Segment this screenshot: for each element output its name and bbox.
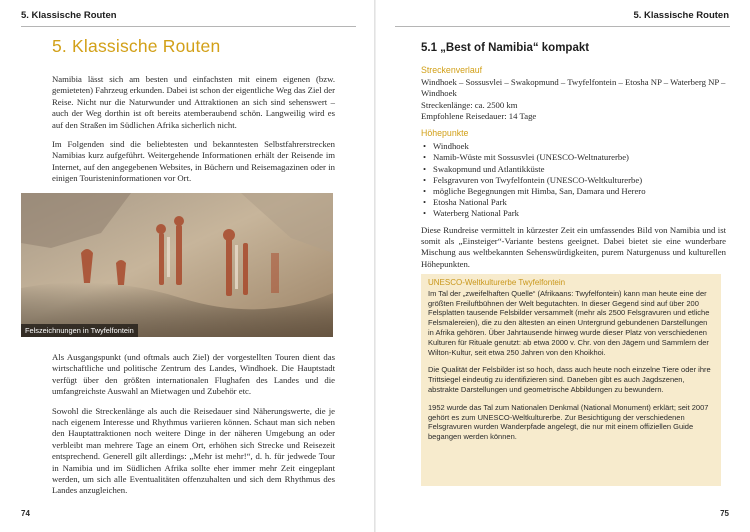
route-section xyxy=(421,65,726,122)
body-paragraph: Sowohl die Streckenlänge als auch die Reisedauer sind Näherungswerte, die je nach eigenem Interesse und Rhythmus variieren können. Schaut man sich neben den Hauptattraktionen noch weitere Dinge in der näheren Umgebung an oder verbleibt man mehrere Tage an einem Ort, erhöhen sich Strecke und Reisezeit entsprechend. Generell gilt allerdings: „Mehr ist mehr!“, d. h. für jedwede Tour in Namibia und im Südlichen Afrika sollte eher immer mehr Zeit eingeplant werden, um sich alle Eventualitäten offenzuhalten und sich dem Rhythmus des Landes anzugleichen. xyxy=(52,405,335,496)
rock-art-illustration xyxy=(21,193,333,337)
page-number-left: 74 xyxy=(21,509,30,518)
running-head-left: 5. Klassische Routen xyxy=(21,10,117,21)
running-head-right: 5. Klassische Routen xyxy=(633,10,729,21)
highlights-section xyxy=(421,128,726,220)
list-item: • Felsgravuren von Twyfelfontein (UNESCO-Weltkulturerbe) xyxy=(433,175,726,186)
infobox-title: UNESCO-Weltkulturerbe Twyfelfontein xyxy=(428,278,566,287)
highlights-heading: Höhepunkte xyxy=(421,128,469,138)
header-rule-right xyxy=(395,26,730,27)
highlights-list xyxy=(421,141,726,219)
list-item: • Waterberg National Park xyxy=(433,208,726,219)
intro-paragraph: Namibia lässt sich am besten und einfachsten mit einem eigenen (bzw. gemieteten) Fahrzeug erkunden. Dabei ist schon der eigentliche Weg das Ziel der Reise. Nicht nur die Naturwunder und Attraktionen an sich sind sehenswert – auch der Weg dorthin ist oft bereits atemberaubend schön. Langweilig wird es auf den Straßen im Südlichen Afrika sicherlich nicht. xyxy=(52,74,335,130)
route-duration: Empfohlene Reisedauer: 14 Tage xyxy=(421,110,537,121)
list-item: • Namib-Wüste mit Sossusvlei (UNESCO-Weltnaturerbe) xyxy=(433,152,726,163)
summary-paragraph: Diese Rundreise vermittelt in kürzester Zeit ein umfassendes Bild von Namibia und ist somit als „Einsteiger“-Variante bestens geeignet. Dabei bietet sie eine wunderbare Mischung aus weltbekannten Sehenswürdigkeiten, purem Naturgenuss und kulturellen Höhepunkten. xyxy=(421,225,726,269)
body-paragraph: Als Ausgangspunkt (und oftmals auch Ziel) der vorgestellten Touren dient das wirtschaftliche und politische Zentrum des Landes, Windhoek. Die Hauptstadt verfügt über den größten internationalen Flughafen des Landes und die umfangreichste Auswahl an Mietwagen und Zubehör etc. xyxy=(52,352,335,397)
intro-text xyxy=(52,74,335,193)
infobox-paragraph: 1952 wurde das Tal zum Nationalen Denkmal (National Monument) erklärt; seit 2007 gehört es zum UNESCO-Weltkulturerbe. Zur Besichtigung der verschiedenen Felsgravuren wurden Wanderpfade angelegt, die nur mit einem offiziellen Guide begangen werden können. xyxy=(428,402,709,442)
right-page xyxy=(375,0,750,532)
header-rule-left xyxy=(21,26,356,27)
list-item: • Etosha National Park xyxy=(433,197,726,208)
list-item: • Swakopmund und Atlantikküste xyxy=(433,164,726,175)
section-title: 5.1 „Best of Namibia“ kompakt xyxy=(421,42,590,54)
page-number-right: 75 xyxy=(720,509,729,518)
unesco-infobox xyxy=(421,274,721,486)
lower-text xyxy=(52,352,335,505)
chapter-title: 5. Klassische Routen xyxy=(52,36,221,56)
list-item: • Windhoek xyxy=(433,141,726,152)
photo-caption: Felszeichnungen in Twyfelfontein xyxy=(21,324,138,337)
infobox-paragraph: Die Qualität der Felsbilder ist so hoch, dass auch heute noch einzelne Tiere oder ihre Trittsiegel eindeutig zu identifizieren sind. Daneben gibt es auch Jagdszenen, abstrakte Darstellungen und geometrische Abbildungen zu bewundern. xyxy=(428,365,711,394)
intro-paragraph: Im Folgenden sind die beliebtesten und bekanntesten Selbstfahrerstrecken Namibias kurz aufgeführt. Weitergehende Informationen erhält der Reisende im Internet, auf den angegebenen Websites, in Büchern und Reisemagazinen oder in einigen Touristeninformationen vor Ort. xyxy=(52,139,335,184)
route-heading: Streckenverlauf xyxy=(421,65,483,75)
route-length: Streckenlänge: ca. 2500 km xyxy=(421,99,518,110)
rock-art-photo xyxy=(21,193,333,337)
infobox-paragraph: Im Tal der „zweifelhaften Quelle“ (Afrikaans: Twyfelfontein) kann man heute eine der größten Freiluftbühnen der Welt begutachten. In dieser Gegend sind auf über 200 Felsplatten tausende Felsbilder versammelt (mehr als 2500 Felsgravuren und etliche Felsmalereien), die zu den ältesten an einen Untergrund gebundenen Darstellungen in Afrika gehören. Über Jahrtausende hinweg wurde dieser Platz von verschiedenen Kulturen für Rituale genutzt: ab etwa 2000 v. Chr. von den Jägern und Sammlern der Wilton-Kultur, seit etwa 250 Jahren von den Khoikhoi. xyxy=(428,288,710,357)
list-item: • mögliche Begegnungen mit Himba, San, Damara und Herero xyxy=(433,186,726,197)
route-line: Windhoek – Sossusvlei – Swakopmund – Twyfelfontein – Etosha NP – Waterberg NP – Windhoek xyxy=(421,77,726,99)
